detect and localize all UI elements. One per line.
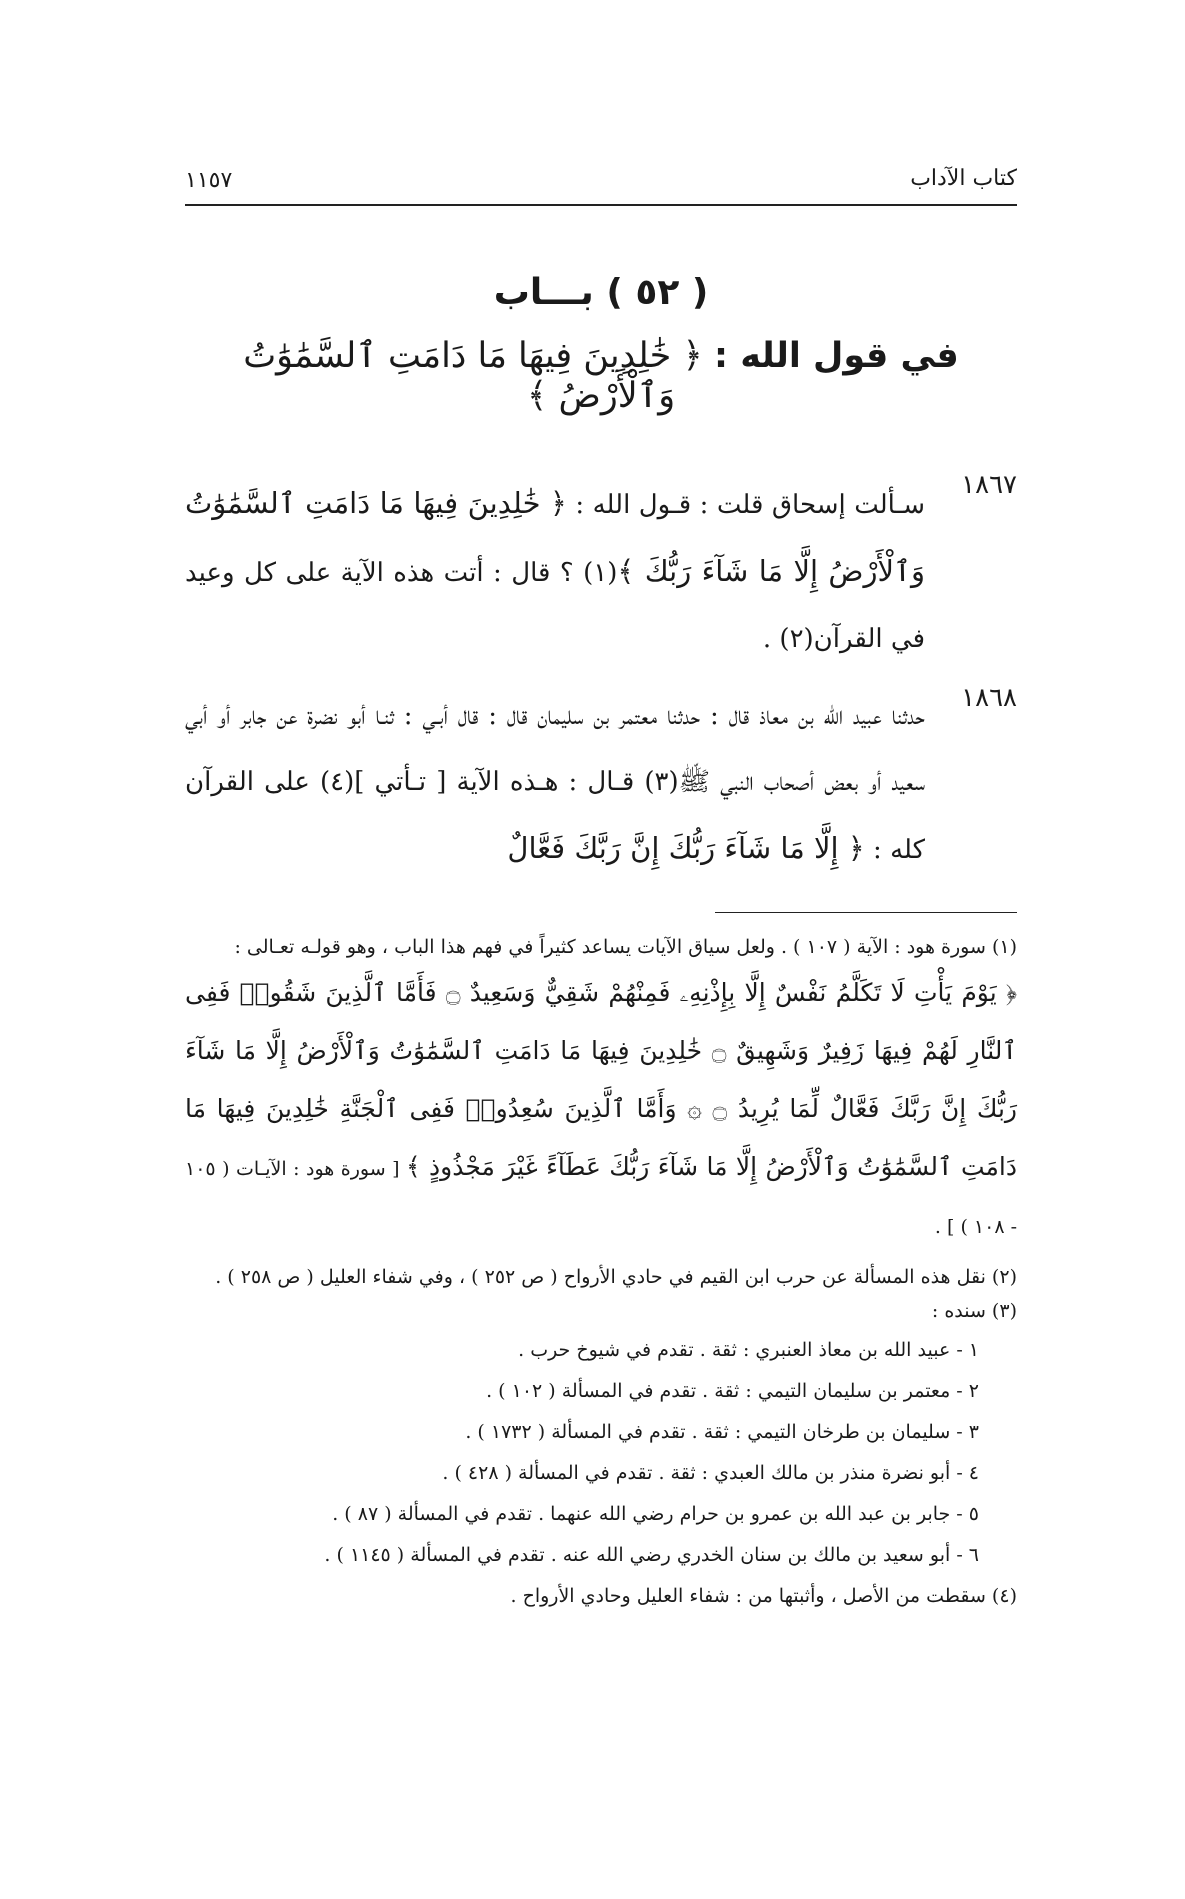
narrator-item: ٢ - معتمر بن سليمان التيمي : ثقة . تقدم في المسألة ( ١٠٢ ) . — [486, 1380, 979, 1402]
chapter-heading: ( ٥٢ ) بـــاب — [493, 272, 709, 313]
entry-verse: ﴿ خَٰلِدِينَ فِيهَا مَا دَامَتِ ٱلسَّمَٰوَٰتُ وَٱلْأَرْضُ إِلَّا مَا شَآءَ رَبُّكَ ﴾ — [185, 486, 926, 588]
footnote-divider — [715, 912, 1017, 913]
entry-number: ١٨٦٨ — [961, 683, 1017, 713]
footnote-3-intro: (٣) سنده : — [931, 1300, 1017, 1322]
narrator-item: ١ - عبيد الله بن معاذ العنبري : ثقة . تقدم في شيوخ حرب . — [518, 1339, 979, 1361]
chapter-subtitle-verse: ﴿ خَٰلِدِينَ فِيهَا مَا دَامَتِ ٱلسَّمَٰوَٰتُ وَٱلْأَرْضُ ﴾ — [243, 336, 703, 416]
entry-1867 — [185, 470, 1017, 672]
entry-body — [185, 470, 925, 672]
book-title: كتاب الآداب — [910, 166, 1017, 191]
narrator-item: ٦ - أبو سعيد بن مالك بن سنان الخدري رضي الله عنه . تقدم في المسألة ( ١١٤٥ ) . — [324, 1544, 979, 1566]
page-number: ١١٥٧ — [185, 168, 233, 193]
page-header — [185, 160, 1017, 206]
entry-text: سـألت إسحاق قلت : قـول الله : — [566, 490, 925, 520]
footnotes — [185, 930, 1017, 1616]
footnote-1-verse-block — [185, 964, 1017, 1254]
chapter-subtitle — [185, 336, 1017, 416]
entry-body — [185, 683, 925, 883]
entry-1868 — [185, 683, 1017, 883]
narrator-list — [185, 1330, 979, 1576]
entry-text-cont: (١) ؟ قال : أتت هذه الآية على كل وعيد في القرآن(٢) . — [185, 558, 925, 654]
narrator-item: ٥ - جابر بن عبد الله بن عمرو بن حرام رضي الله عنهما . تقدم في المسألة ( ٨٧ ) . — [332, 1503, 979, 1525]
footnote-2: (٢) نقل هذه المسألة عن حرب ابن القيم في حادي الأرواح ( ص ٢٥٢ ) ، وفي شفاء العليل ( ص ٢٥٨ ) . — [215, 1266, 1017, 1288]
chapter-subtitle-lead: في قول الله : — [714, 336, 959, 376]
entry-text: حدثنا عبيد الله بن معاذ قال : حدثنا معتمر بن سليمان قال : قال أبـي : ثنـا أبو نضرة عن جابر أو أبي سعيد أو بعض أصحاب النبي ﷺ(٣) قـال : هـذه الآية [ تـأتي ](٤) على القرآن كله : — [185, 701, 925, 865]
footnote-1-reference: [ سورة هود : الآيـات ( ١٠٥ - ١٠٨ ) ] . — [185, 1158, 1017, 1238]
narrator-item: ٣ - سليمان بن طرخان التيمي : ثقة . تقدم في المسألة ( ١٧٣٢ ) . — [465, 1421, 979, 1443]
entry-verse: ﴿ إِلَّا مَا شَآءَ رَبُّكَ إِنَّ رَبَّكَ فَعَّالٌ — [507, 831, 865, 865]
narrator-item: ٤ - أبو نضرة منذر بن مالك العبدي : ثقة . تقدم في المسألة ( ٤٢٨ ) . — [442, 1462, 979, 1484]
entry-number: ١٨٦٧ — [961, 470, 1017, 500]
footnote-1-verse: ﴿ يَوْمَ يَأْتِ لَا تَكَلَّمُ نَفْسٌ إِلَّا بِإِذْنِهِۦ فَمِنْهُمْ شَقِيٌّ وَسَعِيدٌ ۝ فَأَمَّا ٱلَّذِينَ شَقُوا۟ فَفِى ٱلنَّارِ لَهُمْ فِيهَا زَفِيرٌ وَشَهِيقٌ ۝ خَٰلِدِينَ فِيهَا مَا دَامَتِ ٱلسَّمَٰوَٰتُ وَٱلْأَرْضُ إِلَّا مَا شَآءَ رَبُّكَ إِنَّ رَبَّكَ فَعَّالٌ لِّمَا يُرِيدُ ۝ ۞ وَأَمَّا ٱلَّذِينَ سُعِدُوا۟ فَفِى ٱلْجَنَّةِ خَٰلِدِينَ فِيهَا مَا دَامَتِ ٱلسَّمَٰوَٰتُ وَٱلْأَرْضُ إِلَّا مَا شَآءَ رَبُّكَ عَطَآءً غَيْرَ مَجْذُوذٍ ﴾ — [185, 978, 1017, 1181]
footnote-4: (٤) سقطت من الأصل ، وأثبتها من : شفاء العليل وحادي الأرواح . — [510, 1585, 1017, 1607]
footnote-1-intro: (١) سورة هود : الآية ( ١٠٧ ) . ولعل سياق الآيات يساعد كثيراً في فهم هذا الباب ، وهو قولـه تعـالى : — [234, 936, 1017, 958]
